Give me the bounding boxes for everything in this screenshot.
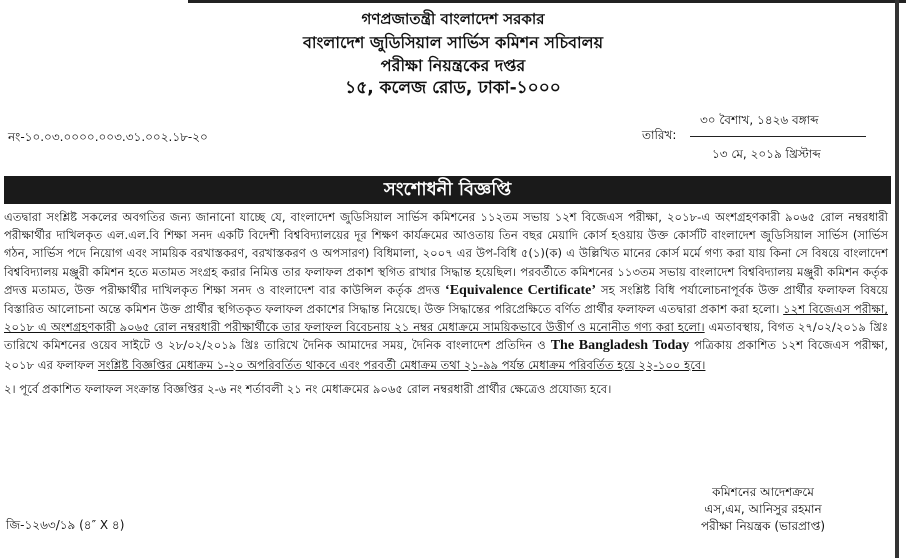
department-name: পরীক্ষা নিয়ন্ত্রকের দপ্তর [380, 56, 526, 75]
paragraph-1 [4, 208, 888, 374]
notice-title: সংশোধনী বিজ্ঞপ্তি [4, 176, 891, 204]
p1-result-underlined: ১২শ বিজেএস পরীক্ষা, ২০১৮ এ অংশগ্রহণকারী ৯০৬৫ রোল নম্বরধারী পরীক্ষার্থীকে তার ফলাফল বিবেচনায় ২১ নম্বর মেধাক্রমে সাময়িকভাবে উত্তীর্ণ ও মনোনীত গণ্য করা হলো। [4, 302, 888, 335]
p1-text-d: পত্রিকায় প্রকাশিত ১২শ বিজেএস পরীক্ষা, ২০১৮ এর ফলাফল [4, 338, 889, 372]
letterhead [0, 8, 906, 100]
secretariat-name: বাংলাদেশ জুডিসিয়াল সার্ভিস কমিশন সচিবালয় [302, 33, 603, 52]
p1-text-b: সহ সংশ্লিষ্ট বিধি পর্যালোচনাপূর্বক উক্ত প্রার্থীর ফলাফল বিষয়ে বিস্তারিত আলোচনা অন্তে কমিশন উক্ত প্রার্থীর স্থগিতকৃত ফলাফল প্রকাশের সিদ্ধান্ত নিয়েছে। উক্ত সিদ্ধান্তের পরিপ্রেক্ষিতে বর্ণিত প্রার্থীর ফলাফল এতদ্বারা প্রকাশ করা হলো। [4, 282, 888, 317]
memo-code: জি-১২৬৩/১৯ (৪″ X ৪) [6, 518, 125, 532]
signature-order: কমিশনের আদেশক্রমে [712, 485, 814, 499]
signature-name: এস,এম, আনিসুর রহমান [704, 502, 822, 516]
office-address: ১৫, কলেজ রোড, ঢাকা-১০০০ [345, 78, 561, 98]
p1-text-c: এমতাবস্থায়, বিগত ২৭/০২/২০১৯ খ্রিঃ তারিখে কমিশনের ওয়েব সাইটে ও ২৮/০২/২০১৯ খ্রিঃ তারিখে দৈনিক আমাদের সময়, দৈনিক বাংলাদেশ প্রতিদিন ও [4, 320, 888, 353]
newspaper-name: The Bangladesh Today [550, 338, 690, 354]
org-name: গণপ্রজাতন্ত্রী বাংলাদেশ সরকার [361, 10, 545, 28]
date-label: তারিখ: [642, 128, 677, 142]
p1-merit-underlined: সংশ্লিষ্ট বিজ্ঞপ্তির মেধাক্রম ১-২০ অপরিবর্তিত থাকবে এবং পরবর্তী মেধাক্রম তথা ২১-৯৯ পর্যন্ত মেধাক্রম পরিবর্তিত হয়ে ২২-১০০ হবে। [97, 357, 706, 372]
date-bangla: ৩০ বৈশাখ, ১৪২৬ বঙ্গাব্দ [700, 113, 819, 127]
top-border-line [188, 0, 906, 3]
p1-text-a: এতদ্বারা সংশ্লিষ্ট সকলের অবগতির জন্য জানানো যাচ্ছে যে, বাংলাদেশ জুডিসিয়াল সার্ভিস কমিশনের ১১২তম সভায় ১২শ বিজেএস পরীক্ষা, ২০১৮-এ অংশগ্রহণকারী ৯০৬৫ রোল নম্বরধারী পরীক্ষার্থীর দাখিলকৃত এল.এল.বি শিক্ষা সনদ একটি বিদেশী বিশ্ববিদ্যালয়ের দূর শিক্ষণ কার্যক্রমের আওতায় তিন বছর মেয়াদি কোর্স হওয়ায় উক্ত কোর্সটি বাংলাদেশ জুডিসিয়াল সার্ভিস (সার্ভিস গঠন, সার্ভিস পদে নিয়োগ এবং সাময়িক বরখাস্তকরণ, বরখাস্তকরণ ও অপসারণ) বিধিমালা, ২০০৭ এর উপ-বিধি ৫(১)(ক) এ উল্লিখিত মানের কোর্স মর্মে গণ্য করা যায় কিনা সে বিষয়ে বাংলাদেশ বিশ্ববিদ্যালয় মঞ্জুরী কমিশন হতে মতামত সংগ্রহ করার নিমিত্ত তার ফলাফল প্রকাশ স্থগিত রাখার সিদ্ধান্ত হয়েছিল। পরবর্তীতে কমিশনের ১১৩তম সভায় বাংলাদেশ বিশ্ববিদ্যালয় মঞ্জুরী কমিশন কর্তৃক প্রদত্ত মতামত, উক্ত পরীক্ষার্থীর দাখিলকৃত শিক্ষা সনদ ও বাংলাদেশ বার কাউন্সিল কর্তৃক প্রদত্ত [4, 210, 888, 297]
reference-number: নং-১০.০৩.০০০০.০০৩.৩১.০০২.১৮-২০ [8, 130, 208, 144]
paragraph-2: ২। পূর্বে প্রকাশিত ফলাফল সংক্রান্ত বিজ্ঞপ্তির ২-৬ নং শর্তাবলী ২১ নং মেধাক্রমের ৯০৬৫ রোল নম্বরধারী প্রার্থীর ক্ষেত্রেও প্রযোজ্য হবে। [4, 381, 612, 396]
notice-body [4, 208, 888, 398]
equivalence-certificate: ‘Equivalence Certificate’ [445, 282, 597, 298]
signature-designation: পরীক্ষা নিয়ন্ত্রক (ভারপ্রাপ্ত) [700, 519, 826, 533]
date-divider [690, 136, 866, 137]
date-english: ১৩ মে, ২০১৯ খ্রিস্টাব্দ [712, 147, 821, 161]
